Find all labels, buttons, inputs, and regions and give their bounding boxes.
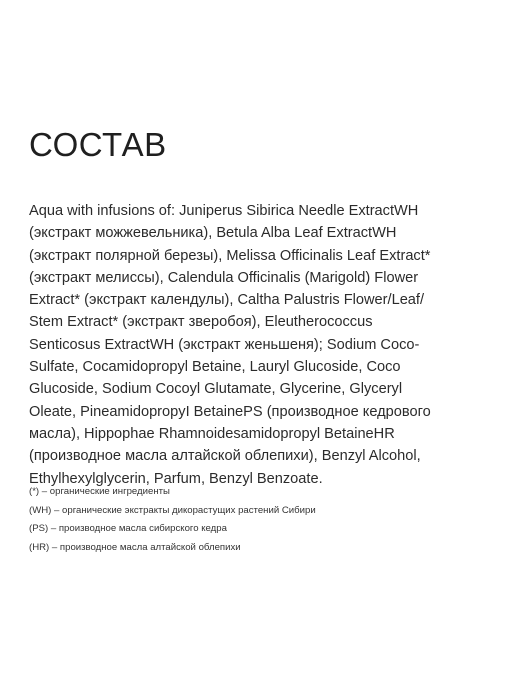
ingredients-text: Aqua with infusions of: Juniperus Sibirica Needle ExtractWH (экстракт можжевельника), Betula Alba Leaf ExtractWH (экстракт полярной березы), Melissa Officinalis Leaf Extract* (экстракт мелиссы), Calendula Officinalis (Marigold) Flower Extract* (экстракт календулы), Caltha Palustris Flower/Leaf/ Stem Extract* (экстракт зверобоя), Eleutherococcus Senticosus ExtractWH (экстракт женьшеня); Sodium Coco- Sulfate, Cocamidopropyl Betaine, Lauryl Glucoside, Coco Glucoside, Sodium Cocoyl Glutamate, Glycerine, Glyceryl Oleate, PineamidopropyI BetainePS (производное кедрового масла), Hippophae Rhamnoidesamidopropyl BetaineHR (производное масла алтайской облепихи), Benzyl Alcohol, Ethylhexylglycerin, Parfum, Benzyl Benzoate. [29,203,431,487]
footnote-sea-buckthorn-derivative: (HR) – производное масла алтайской облепихи [29,541,241,553]
footnotes-list [29,483,481,557]
footnote-cedar-derivative: (PS) – производное масла сибирского кедра [29,523,227,534]
footnote-organic: (*) – органические ингредиенты [29,486,170,497]
page-title: СОСТАВ [29,126,167,163]
footnote-wild-siberian: (WH) – органические экстракты дикорастущих растений Сибири [29,504,316,516]
